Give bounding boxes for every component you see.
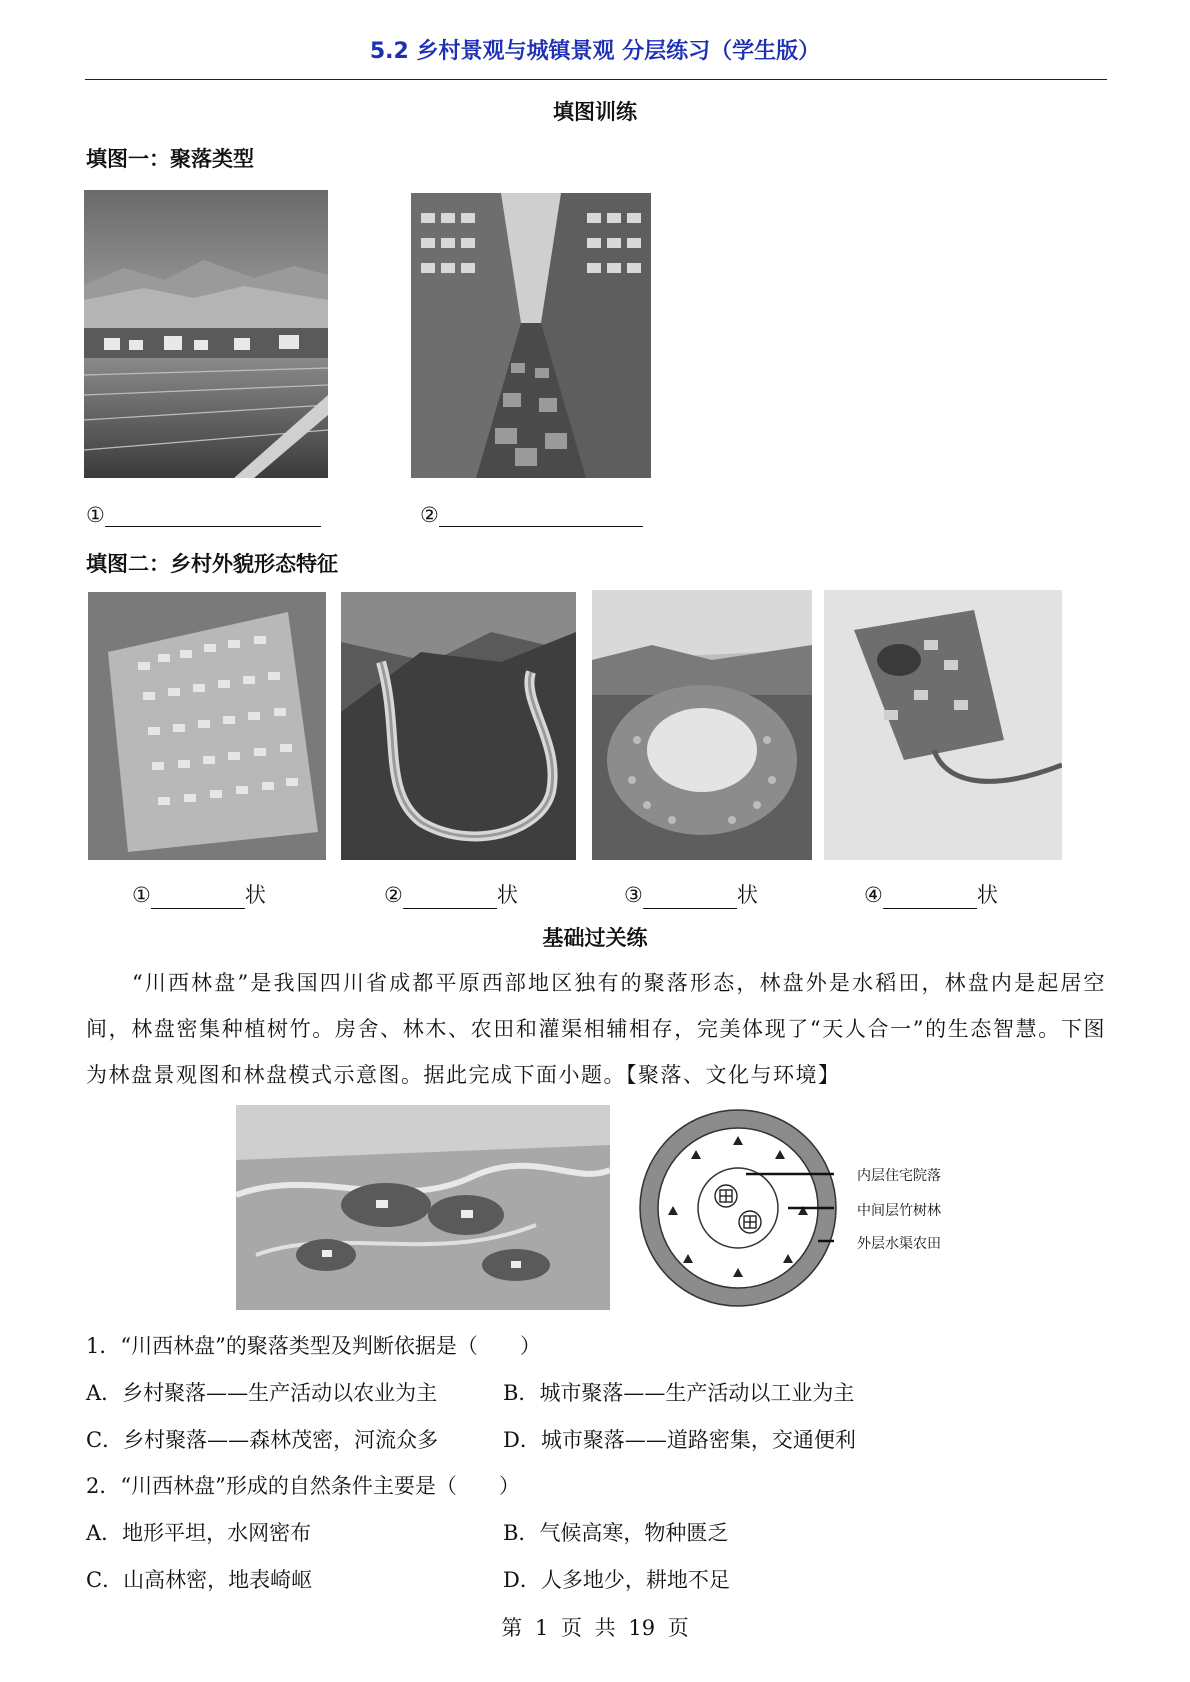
- question-1-number: 1．: [86, 1334, 121, 1358]
- question-1-option-a[interactable]: [86, 1377, 437, 1407]
- option-letter: A．: [86, 1521, 123, 1545]
- fill2-blank-4-marker: ④: [864, 883, 883, 907]
- fill2-blank-3-suffix: 状: [736, 883, 758, 907]
- diagram-label-outer: 外层水渠农田: [857, 1236, 941, 1252]
- fill1-blank-2-marker: ②: [420, 503, 439, 527]
- option-letter: B．: [503, 1381, 540, 1405]
- fill2-blank-4-suffix: 状: [976, 883, 998, 907]
- option-text: 城市聚落——道路密集，交通便利: [540, 1428, 856, 1452]
- option-text: 山高林密，地表崎岖: [123, 1568, 313, 1592]
- fill2-blank-1-line[interactable]: [151, 886, 245, 909]
- option-letter: A．: [86, 1381, 123, 1405]
- question-1-stem: [86, 1330, 541, 1360]
- ring-village-lake-photo: [592, 590, 812, 860]
- option-letter: B．: [503, 1521, 540, 1545]
- fill2-blank-1-suffix: 状: [244, 883, 266, 907]
- question-2-number: 2．: [86, 1474, 121, 1498]
- option-text: 地形平坦，水网密布: [122, 1521, 312, 1545]
- option-letter: D．: [503, 1428, 541, 1452]
- diagram-label-middle: 中间层竹树林: [857, 1203, 941, 1219]
- fill2-blank-1[interactable]: [132, 879, 266, 909]
- linear-village-valley-photo: [341, 592, 576, 860]
- fill2-blank-3[interactable]: [624, 879, 758, 909]
- question-1-option-d[interactable]: [503, 1424, 856, 1454]
- fill1-blank-1-line[interactable]: [105, 504, 321, 527]
- page-number-footer: 第 1 页 共 19 页: [501, 1616, 689, 1640]
- question-1-option-c[interactable]: [86, 1424, 438, 1454]
- city-street-photo: [411, 193, 651, 478]
- fill2-blank-2-line[interactable]: [403, 886, 497, 909]
- option-text: 城市聚落——生产活动以工业为主: [539, 1381, 855, 1405]
- document-title: 5.2 乡村景观与城镇景观 分层练习（学生版）: [369, 39, 821, 64]
- question-2-option-a[interactable]: [86, 1517, 311, 1547]
- question-2-option-d[interactable]: [503, 1564, 730, 1594]
- fill1-blank-2[interactable]: [420, 503, 643, 527]
- passage-paragraph: [86, 960, 1106, 1098]
- fill1-blank-2-line[interactable]: [439, 504, 643, 527]
- fill1-blank-1[interactable]: [86, 503, 321, 527]
- fill2-blank-1-marker: ①: [132, 883, 151, 907]
- fill2-blank-4[interactable]: [864, 879, 998, 909]
- fill1-blank-1-marker: ①: [86, 503, 105, 527]
- section-heading-basic-practice: 基础过关练: [542, 926, 648, 950]
- fill2-blank-2-suffix: 状: [496, 883, 518, 907]
- fill1-heading: 填图一：聚落类型: [86, 147, 254, 171]
- question-2-option-c[interactable]: [86, 1564, 312, 1594]
- header-divider: [85, 79, 1107, 80]
- fill2-blank-2-marker: ②: [384, 883, 403, 907]
- clustered-village-aerial-photo: [88, 592, 326, 860]
- fill2-blank-3-line[interactable]: [643, 886, 737, 909]
- option-text: 乡村聚落——森林茂密，河流众多: [123, 1428, 439, 1452]
- island-village-photo: [824, 590, 1062, 860]
- option-text: 人多地少，耕地不足: [540, 1568, 730, 1592]
- question-2-text: “川西林盘”形成的自然条件主要是（ ）: [120, 1474, 520, 1498]
- rural-village-photo: [84, 190, 328, 478]
- option-letter: C．: [86, 1568, 124, 1592]
- question-2-stem: [86, 1470, 520, 1500]
- option-text: 乡村聚落——生产活动以农业为主: [122, 1381, 438, 1405]
- fill2-blank-3-marker: ③: [624, 883, 643, 907]
- fill2-heading: 填图二：乡村外貌形态特征: [86, 552, 338, 576]
- fill2-blank-2[interactable]: [384, 879, 518, 909]
- question-2-option-b[interactable]: [503, 1517, 728, 1547]
- option-letter: D．: [503, 1568, 541, 1592]
- question-1-option-b[interactable]: [503, 1377, 854, 1407]
- section-heading-fill-map: 填图训练: [553, 100, 637, 124]
- option-letter: C．: [86, 1428, 124, 1452]
- linpan-landscape-photo: [236, 1105, 610, 1310]
- option-text: 气候高寒，物种匮乏: [539, 1521, 729, 1545]
- fill2-blank-4-line[interactable]: [883, 886, 977, 909]
- question-1-text: “川西林盘”的聚落类型及判断依据是（ ）: [120, 1334, 541, 1358]
- passage-text: “川西林盘”是我国四川省成都平原西部地区独有的聚落形态，林盘外是水稻田，林盘内是起居空间，林盘密集种植树竹。房舍、林木、农田和灌渠相辅相存，完美体现了“天人合一”的生态智慧。下图为林盘景观图和林盘模式示意图。据此完成下面小题。【聚落、文化与环境】: [86, 971, 1106, 1087]
- diagram-label-inner: 内层住宅院落: [857, 1168, 941, 1184]
